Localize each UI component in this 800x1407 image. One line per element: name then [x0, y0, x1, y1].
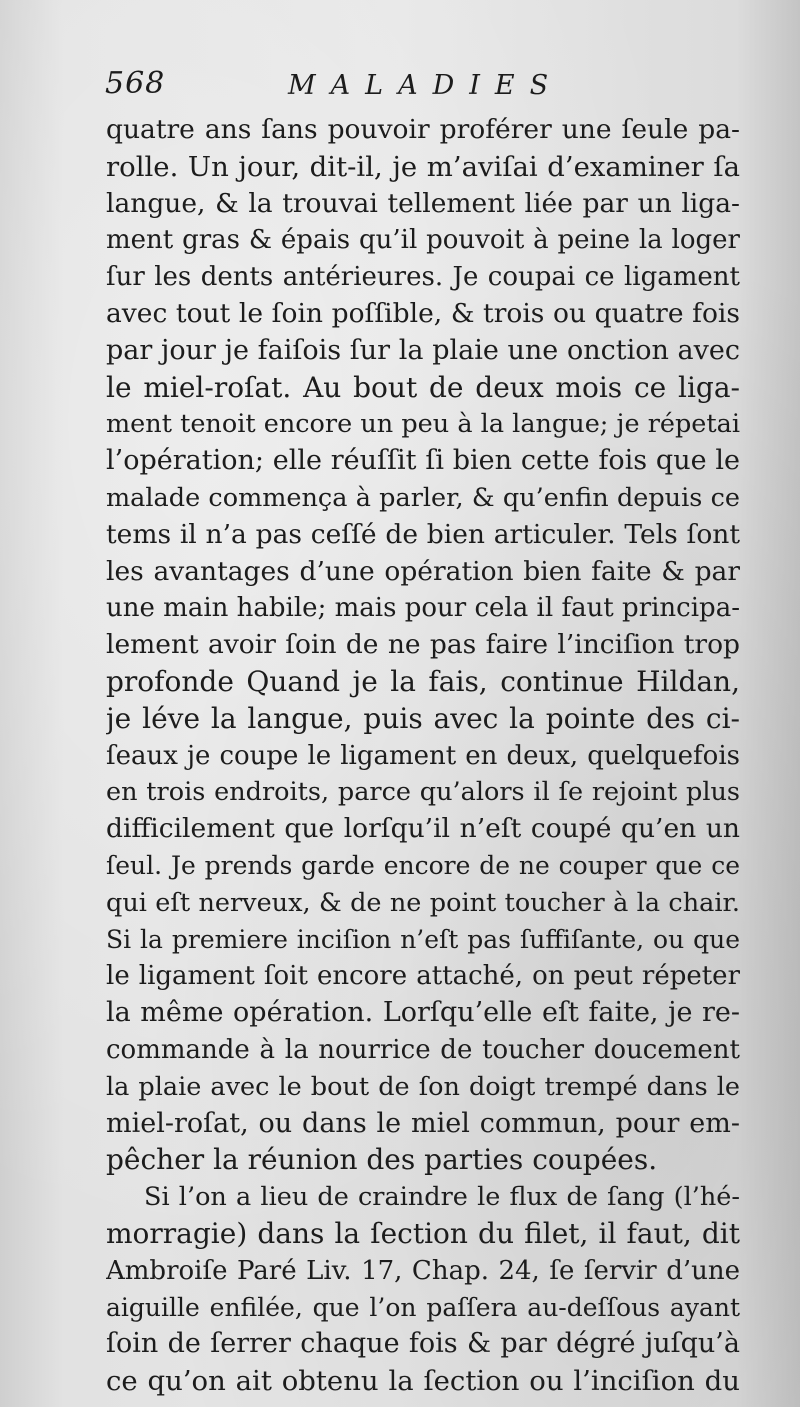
text-line: le miel-roſat. Au bout de deux mois ce liga-: [106, 370, 740, 404]
text-line: ſoin de ſerrer chaque fois & par dégré juſqu’à: [106, 1328, 740, 1360]
running-title: MALADIES: [288, 70, 564, 101]
text-line: ſeaux je coupe le ligament en deux, quelquefois: [106, 740, 740, 771]
text-line: les avantages d’une opération bien faite & par: [106, 555, 740, 587]
text-line: une main habile; mais pour cela il faut principa-: [106, 593, 740, 624]
text-line: l’opération; elle réuſſit ſi bien cette fois que le: [106, 445, 740, 477]
text-line: par jour je faiſois ſur la plaie une onction avec: [106, 334, 740, 366]
text-line: rolle. Un jour, dit-il, je m’aviſai d’examiner ſa: [106, 150, 740, 183]
text-line: quatre ans ſans pouvoir proférer une ſeule pa-: [106, 114, 740, 145]
text-line: aiguille enfilée, que l’on paſſera au-deſſous ayant: [106, 1292, 740, 1322]
text-line: en trois endroits, parce qu’alors il ſe rejoint plus: [106, 777, 740, 808]
text-line: miel-roſat, ou dans le miel commun, pour em-: [106, 1107, 740, 1139]
text-line: Ambroiſe Paré Liv. 17, Chap. 24, ſe ſervir d’une: [106, 1255, 740, 1286]
text-line: malade commença à parler, & qu’enfin depuis ce: [106, 482, 740, 513]
text-line: ſeul. Je prends garde encore de ne couper que ce: [106, 850, 740, 880]
text-line: langue, & la trouvai tellement liée par un liga-: [106, 187, 740, 219]
text-line: la même opération. Lorſqu’elle eſt faite, je re-: [106, 997, 740, 1029]
text-line: le ligament ſoit encore attaché, on peut répeter: [106, 961, 740, 992]
body-text: [106, 112, 740, 1400]
text-line: pêcher la réunion des parties coupées.: [106, 1143, 658, 1177]
text-line: ſur les dents antérieures. Je coupai ce ligament: [106, 262, 740, 293]
text-line: profonde Quand je la fais, continue Hildan,: [106, 664, 740, 698]
text-line: Si l’on a lieu de craindre le flux de ſang (l’hé-: [144, 1182, 740, 1213]
text-line: ment tenoit encore un peu à la langue; je répetai: [106, 409, 740, 440]
text-line: ment gras & épais qu’il pouvoit à peine la loger: [106, 225, 740, 256]
text-line: morragie) dans la ſection du filet, il faut, dit: [106, 1216, 740, 1250]
text-line: commande à la nourrice de toucher doucement: [106, 1034, 740, 1065]
text-line: avec tout le ſoin poſſible, & trois ou quatre fois: [106, 297, 740, 329]
text-line: je léve la langue, puis avec la pointe des ci-: [106, 701, 740, 735]
page-number: 568: [105, 66, 166, 101]
text-line: qui eſt nerveux, & de ne point toucher à la chair.: [106, 887, 740, 918]
text-line: ce qu’on ait obtenu la ſection ou l’inciſion du: [106, 1365, 740, 1398]
text-line: la plaie avec le bout de ſon doigt trempé dans le: [106, 1071, 740, 1102]
text-line: lement avoir ſoin de ne pas faire l’inciſion trop: [106, 629, 740, 661]
text-line: tems il n’a pas ceſſé de bien articuler. Tels ſont: [106, 518, 740, 550]
text-line: Si la premiere inciſion n’eſt pas ſuffiſante, ou que: [106, 924, 740, 954]
text-line: difficilement que lorſqu’il n’eſt coupé qu’en un: [106, 813, 740, 845]
